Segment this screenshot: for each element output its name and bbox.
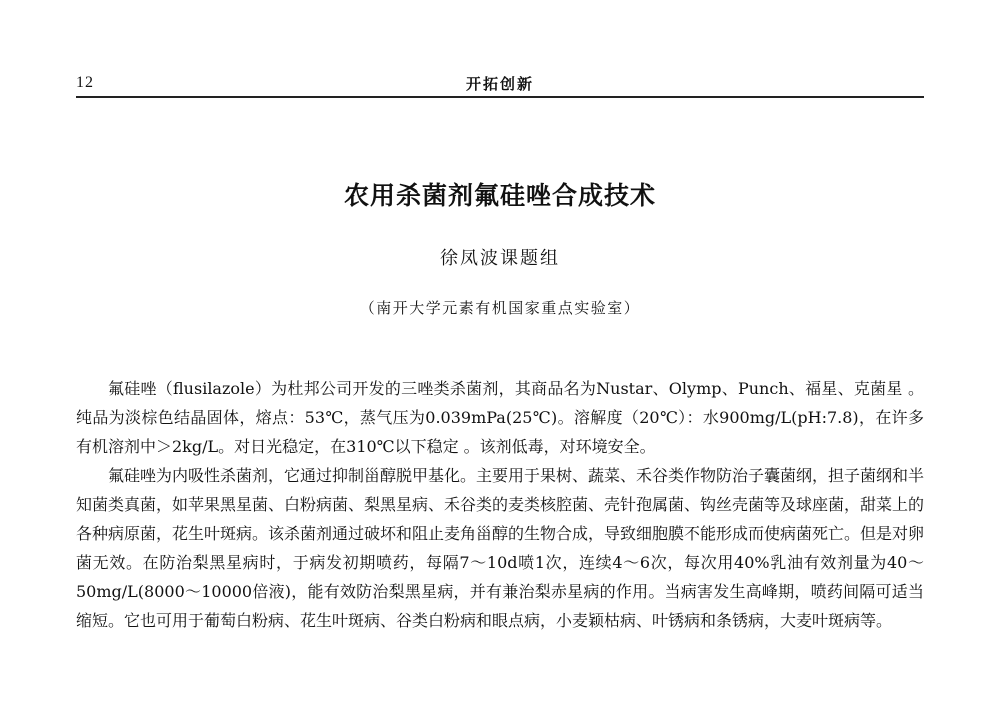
article-affiliation: （南开大学元素有机国家重点实验室） — [359, 299, 641, 317]
page-header — [76, 72, 924, 98]
journal-title: 开拓创新 — [465, 75, 534, 93]
article-title: 农用杀菌剂氟硅唑合成技术 — [343, 181, 656, 210]
paragraph-2: 氟硅唑为内吸性杀菌剂，它通过抑制甾醇脱甲基化。主要用于果树、蔬菜、禾谷类作物防治子囊菌纲，担子菌纲和半知菌类真菌，如苹果黑星菌、白粉病菌、梨黑星病、禾谷类的麦类核腔菌、壳针孢属菌、钩丝壳菌等及球座菌，甜菜上的各种病原菌，花生叶斑病。该杀菌剂通过破坏和阻止麦角甾醇的生物合成，导致细胞膜不能形成而使病菌死亡。但是对卵菌无效。在防治梨黑星病时，于病发初期喷药，每隔7～10d喷1次，连续4～6次，每次用40%乳油有效剂量为40～50mg/L(8000～10000倍液)，能有效防治梨黑星病，并有兼治梨赤星病的作用。当病害发生高峰期，喷药间隔可适当缩短。它也可用于葡萄白粉病、花生叶斑病、谷类白粉病和眼点病，小麦颖枯病、叶锈病和条锈病，大麦叶斑病等。 — [76, 466, 925, 630]
page-number: 12 — [76, 74, 94, 91]
article-authors: 徐凤波课题组 — [440, 248, 560, 269]
article-body — [76, 374, 924, 635]
paragraph-1: 氟硅唑（flusilazole）为杜邦公司开发的三唑类杀菌剂，其商品名为Nustar、Olymp、Punch、福星、克菌星 。纯品为淡棕色结晶固体，熔点：53℃，蒸气压为0.039mPa(25℃)。溶解度（20℃）：水900mg/L(pH:7.8)，在许多有机溶剂中＞2kg/L。对日光稳定，在310℃以下稳定 。该剂低毒，对环境安全。 — [76, 379, 924, 456]
